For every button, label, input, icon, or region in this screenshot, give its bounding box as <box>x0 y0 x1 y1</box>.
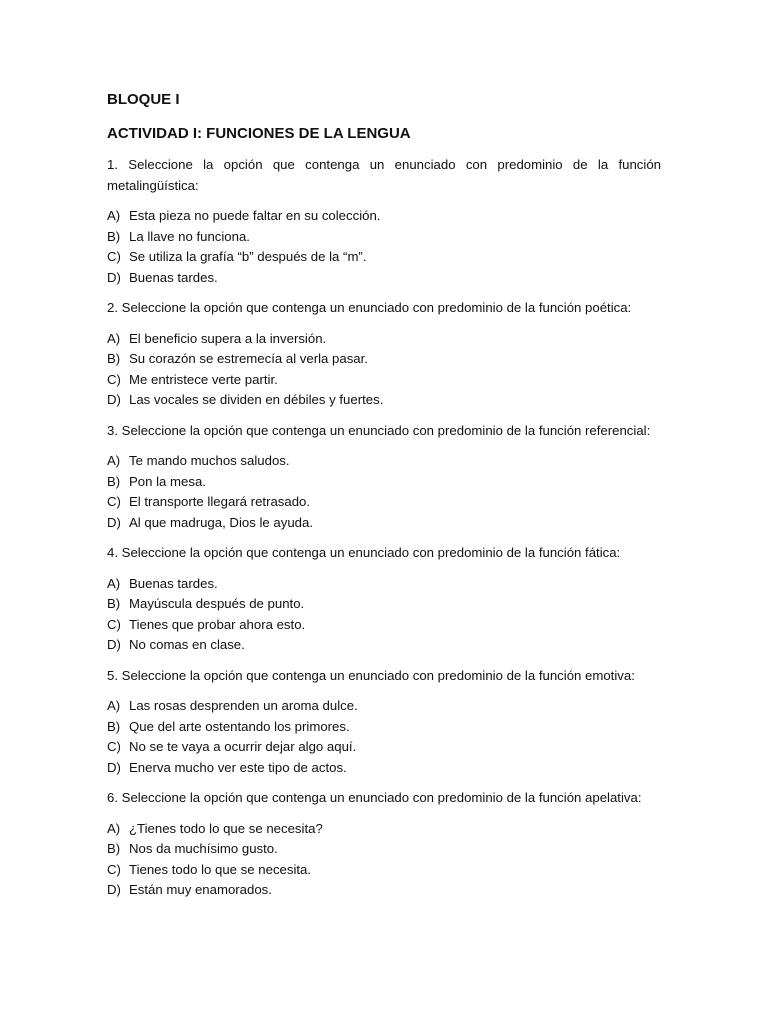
option-letter: C) <box>107 861 121 877</box>
option-b <box>107 594 661 615</box>
options-list <box>107 329 661 411</box>
option-letter: A) <box>107 820 121 836</box>
option-a <box>107 329 661 350</box>
option-text: Que del arte ostentando los primores. <box>129 718 350 734</box>
option-text: Esta pieza no puede faltar en su colección. <box>129 208 381 223</box>
option-letter: B) <box>107 228 121 244</box>
option-letter: B) <box>107 718 121 734</box>
option-letter: C) <box>107 494 121 509</box>
option-text: Tienes que probar ahora esto. <box>129 616 306 632</box>
option-text: Su corazón se estremecía al verla pasar. <box>129 351 368 366</box>
option-a <box>107 574 661 595</box>
option-letter: C) <box>107 616 121 632</box>
question-2 <box>107 298 661 411</box>
document-page <box>107 90 661 911</box>
option-text: El transporte llegará retrasado. <box>129 494 311 509</box>
option-text: Las vocales se dividen en débiles y fuertes. <box>129 392 384 407</box>
option-text: Tienes todo lo que se necesita. <box>129 861 312 877</box>
question-prompt: 3. Seleccione la opción que contenga un enunciado con predominio de la función referencial: <box>107 422 651 438</box>
option-text: Enerva mucho ver este tipo de actos. <box>129 759 347 775</box>
option-text: La llave no funciona. <box>129 228 250 244</box>
option-letter: D) <box>107 637 121 652</box>
options-list <box>107 574 661 656</box>
option-a <box>107 819 661 840</box>
question-5 <box>107 666 661 779</box>
bloque-title: BLOQUE I <box>107 91 180 108</box>
option-text: No comas en clase. <box>129 637 245 652</box>
option-text: Al que madruga, Dios le ayuda. <box>129 514 314 530</box>
option-c <box>107 737 661 758</box>
option-b <box>107 349 661 370</box>
question-3 <box>107 421 661 534</box>
question-1 <box>107 155 661 288</box>
option-text: No se te vaya a ocurrir dejar algo aquí. <box>129 739 357 754</box>
option-letter: A) <box>107 698 121 713</box>
option-text: Me entristece verte partir. <box>129 371 278 387</box>
option-text: Buenas tardes. <box>129 269 218 285</box>
options-list <box>107 206 661 288</box>
option-letter: D) <box>107 269 121 285</box>
option-letter: C) <box>107 249 121 264</box>
option-letter: A) <box>107 575 121 591</box>
option-c <box>107 860 661 881</box>
option-text: El beneficio supera a la inversión. <box>129 330 327 346</box>
option-letter: D) <box>107 882 121 897</box>
actividad-title: ACTIVIDAD I: FUNCIONES DE LA LENGUA <box>107 125 411 142</box>
question-prompt: 6. Seleccione la opción que contenga un enunciado con predominio de la función apelativa: <box>107 790 642 805</box>
option-d <box>107 758 661 779</box>
question-prompt: 5. Seleccione la opción que contenga un enunciado con predominio de la función emotiva: <box>107 667 635 683</box>
option-text: Buenas tardes. <box>129 575 218 591</box>
option-letter: D) <box>107 759 121 775</box>
option-letter: B) <box>107 841 121 856</box>
option-text: Están muy enamorados. <box>129 882 272 897</box>
option-d <box>107 880 661 901</box>
option-text: Pon la mesa. <box>129 473 206 489</box>
option-text: Se utiliza la grafía “b” después de la “m”. <box>129 249 367 264</box>
option-d <box>107 268 661 289</box>
option-text: Mayúscula después de punto. <box>129 596 305 611</box>
option-text: Nos da muchísimo gusto. <box>129 841 278 856</box>
option-c <box>107 370 661 391</box>
question-4 <box>107 543 661 656</box>
option-letter: D) <box>107 392 121 407</box>
option-a <box>107 451 661 472</box>
question-prompt: 1. Seleccione la opción que contenga un enunciado con predominio de la función metalingüística: <box>107 157 661 193</box>
option-b <box>107 717 661 738</box>
option-letter: A) <box>107 208 121 223</box>
option-letter: C) <box>107 739 121 754</box>
option-letter: D) <box>107 514 121 530</box>
option-b <box>107 472 661 493</box>
option-letter: A) <box>107 453 121 468</box>
option-a <box>107 696 661 717</box>
option-d <box>107 513 661 534</box>
options-list <box>107 451 661 533</box>
option-letter: B) <box>107 473 121 489</box>
option-text: Te mando muchos saludos. <box>129 453 290 468</box>
question-6 <box>107 788 661 901</box>
option-b <box>107 839 661 860</box>
question-prompt: 4. Seleccione la opción que contenga un enunciado con predominio de la función fática: <box>107 545 621 560</box>
option-c <box>107 247 661 268</box>
option-b <box>107 227 661 248</box>
option-d <box>107 635 661 656</box>
question-prompt: 2. Seleccione la opción que contenga un enunciado con predominio de la función poética: <box>107 300 632 315</box>
option-letter: B) <box>107 351 121 366</box>
option-c <box>107 492 661 513</box>
option-text: ¿Tienes todo lo que se necesita? <box>129 820 323 836</box>
option-c <box>107 615 661 636</box>
option-text: Las rosas desprenden un aroma dulce. <box>129 698 358 713</box>
options-list <box>107 696 661 778</box>
options-list <box>107 819 661 901</box>
option-letter: C) <box>107 371 121 387</box>
option-d <box>107 390 661 411</box>
option-letter: B) <box>107 596 121 611</box>
option-letter: A) <box>107 330 121 346</box>
option-a <box>107 206 661 227</box>
